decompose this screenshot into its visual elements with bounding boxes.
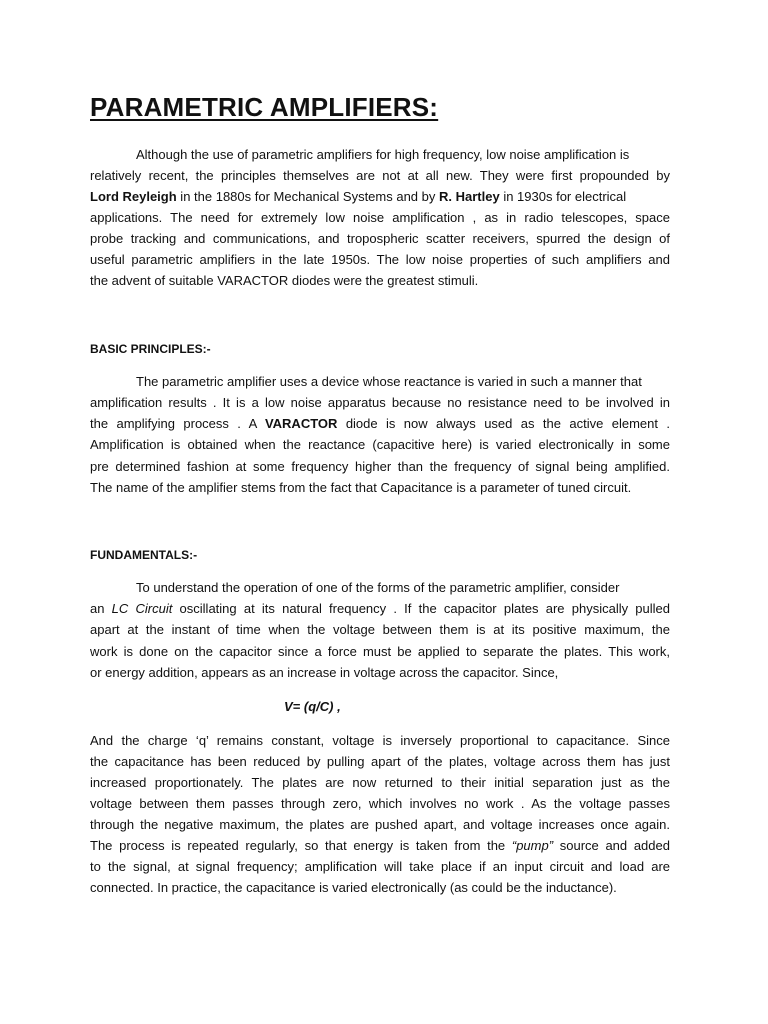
fund-p2-line-2: the capacitance has been reduced by pulling apart of the plates, voltage across them has just <box>90 754 670 769</box>
voltage-formula: V= (q/C) , <box>284 699 341 714</box>
name-hartley: R. Hartley <box>439 189 500 204</box>
intro-line-3 <box>90 189 626 205</box>
fund-line-1: To understand the operation of one of the forms of the parametric amplifier, consider <box>136 580 620 595</box>
fund-line-2 <box>90 601 670 617</box>
fundamentals-heading: FUNDAMENTALS:- <box>90 548 198 562</box>
intro-line-3-end: in 1930s for electrical <box>499 189 627 204</box>
fund-line-2-start: an <box>90 601 112 616</box>
pump-term: “pump” <box>511 838 554 853</box>
fund-p2-line-6-start: The process is repeated regularly, so that energy is taken from the <box>90 838 512 853</box>
basic-principles-heading: BASIC PRINCIPLES:- <box>90 342 211 356</box>
intro-line-7: the advent of suitable VARACTOR diodes were the greatest stimuli. <box>90 273 479 288</box>
document-title: PARAMETRIC AMPLIFIERS: <box>90 92 439 122</box>
basic-line-3 <box>90 416 670 432</box>
fund-line-3: apart at the instant of time when the voltage between them is at its positive maximum, the <box>90 622 670 637</box>
fund-p2-line-1: And the charge ‘q’ remains constant, voltage is inversely proportional to capacitance. Since <box>90 733 670 748</box>
basic-line-1: The parametric amplifier uses a device whose reactance is varied in such a manner that <box>136 374 642 389</box>
intro-line-5: probe tracking and communications, and tropospheric scatter receivers, spurred the design of <box>90 231 670 246</box>
intro-line-2: relatively recent, the principles themselves are not at all new. They were first propounded by <box>90 168 670 183</box>
basic-line-2: amplification results . It is a low noise apparatus because no resistance need to be involved in <box>90 395 670 410</box>
fund-line-5: or energy addition, appears as an increase in voltage across the capacitor. Since, <box>90 665 559 680</box>
intro-line-1: Although the use of parametric amplifiers for high frequency, low noise amplification is <box>136 147 630 162</box>
varactor-term: VARACTOR <box>264 416 338 431</box>
fund-p2-line-4: voltage between them passes through zero, which involves no work . As the voltage passes <box>90 796 670 811</box>
fund-p2-line-8: connected. In practice, the capacitance is varied electronically (as could be the inductance). <box>90 880 617 895</box>
intro-line-3-mid: in the 1880s for Mechanical Systems and by <box>176 189 439 204</box>
basic-line-4: Amplification is obtained when the reactance (capacitive here) is varied electronically in some <box>90 437 670 452</box>
intro-line-4: applications. The need for extremely low noise amplification , as in radio telescopes, space <box>90 210 670 225</box>
basic-line-3-end: diode is now always used as the active element . <box>337 416 670 431</box>
fund-line-4: work is done on the capacitor since a force must be applied to separate the plates. This work, <box>90 644 670 659</box>
name-reyleigh: Lord Reyleigh <box>90 189 177 204</box>
fund-p2-line-6 <box>90 838 670 854</box>
fund-line-2-end: oscillating at its natural frequency . If the capacitor plates are physically pulled <box>172 601 670 616</box>
fund-p2-line-5: through the negative maximum, the plates are pushed apart, and voltage increases once again. <box>90 817 670 832</box>
basic-line-5: pre determined fashion at some frequency higher than the frequency of signal being amplified. <box>90 459 670 474</box>
intro-line-6: useful parametric amplifiers in the late 1950s. The low noise properties of such amplifiers and <box>90 252 670 267</box>
fund-p2-line-7: to the signal, at signal frequency; amplification will take place if an input circuit and load are <box>90 859 670 874</box>
fund-p2-line-6-end: source and added <box>553 838 670 853</box>
lc-circuit-term: LC Circuit <box>111 601 173 616</box>
fund-p2-line-3: increased proportionately. The plates are now returned to their initial separation just as the <box>90 775 670 790</box>
basic-line-3-start: the amplifying process . A <box>90 416 265 431</box>
basic-line-6: The name of the amplifier stems from the fact that Capacitance is a parameter of tuned circuit. <box>90 480 632 495</box>
